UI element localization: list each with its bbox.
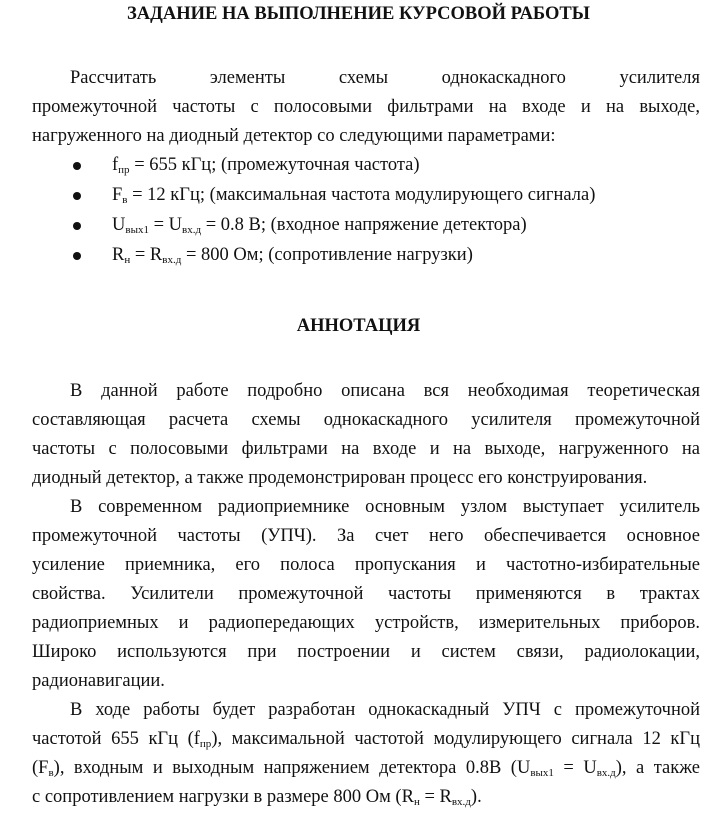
subscript: вх.д	[162, 254, 182, 266]
subscript: пр	[199, 738, 212, 750]
subscript: вх.д	[182, 224, 202, 236]
bullet-icon	[73, 192, 81, 200]
subscript: в	[122, 194, 128, 206]
subscript: н	[124, 254, 131, 266]
annotation-line: В данной работе подробно описана вся необходимая теоретическая	[70, 381, 700, 401]
parameter-item: $U_{вых1} = U_{вх.д} = 0.8$ В; (входное напряжение детектора)	[112, 215, 527, 236]
annotation-line: диодный детектор, а также продемонстрирован процесс его конструирования.	[32, 468, 648, 488]
annotation-line: усиление приемника, его полоса пропускания и частотно-избирательные	[32, 555, 700, 575]
bullet-icon	[73, 162, 81, 170]
parameter-item: $R_н = R_{вх.д} = 800$ Ом; (сопротивление нагрузки)	[112, 245, 473, 266]
task-title: ЗАДАНИЕ НА ВЫПОЛНЕНИЕ КУРСОВОЙ РАБОТЫ	[127, 4, 590, 24]
bullet-icon	[73, 222, 81, 230]
annotation-line: частотой 655 кГц $(f_{пр})$, максимальной частотой модулирующего сигнала 12 кГц	[32, 729, 700, 750]
annotation-line: радионавигации.	[32, 671, 165, 691]
annotation-line: промежуточной частоты (УПЧ). За счет него обеспечивается основное	[32, 526, 700, 546]
intro-line: промежуточной частоты с полосовыми фильтрами на входе и на выходе,	[32, 97, 700, 117]
annotation-line: частоты с полосовыми фильтрами на входе и на выходе, нагруженного на	[32, 439, 700, 459]
annotation-line: свойства. Усилители промежуточной частоты применяются в трактах	[32, 584, 700, 604]
annotation-line: В ходе работы будет разработан однокаскадный УПЧ с промежуточной	[70, 700, 700, 720]
annotation-line: В современном радиоприемнике основным узлом выступает усилитель	[70, 497, 700, 517]
intro-line: нагруженного на диодный детектор со следующими параметрами:	[32, 126, 556, 146]
subscript: вых1	[125, 224, 149, 236]
parameter-item: $f_{пр} = 655$ кГц; (промежуточная частота)	[112, 155, 420, 176]
parameter-item: $F_в = 12$ кГц; (максимальная частота модулирующего сигнала)	[112, 185, 596, 206]
intro-line: Рассчитать элементы схемы однокаскадного усилителя	[70, 68, 700, 88]
annotation-line: с сопротивлением нагрузки в размере 800 Ом $(R_н = R_{вх.д})$.	[32, 787, 482, 808]
subscript: в	[48, 767, 54, 779]
subscript: вх.д	[451, 796, 471, 808]
subscript: вых1	[530, 767, 554, 779]
bullet-icon	[73, 252, 81, 260]
annotation-line: составляющая расчета схемы однокаскадного усилителя промежуточной	[32, 410, 700, 430]
annotation-line: радиоприемных и радиопередающих устройств, измерительных приборов.	[32, 613, 700, 633]
annotation-line: $(F_в)$, входным и выходным напряжением детектора 0.8В $(U_{вых1} = U_{вх.д})$, а также	[32, 758, 700, 779]
annotation-title: АННОТАЦИЯ	[296, 316, 421, 336]
subscript: пр	[118, 164, 130, 176]
annotation-line: Широко используются при построении и систем связи, радиолокации,	[32, 642, 700, 662]
subscript: н	[413, 796, 420, 808]
subscript: вх.д	[596, 767, 616, 779]
